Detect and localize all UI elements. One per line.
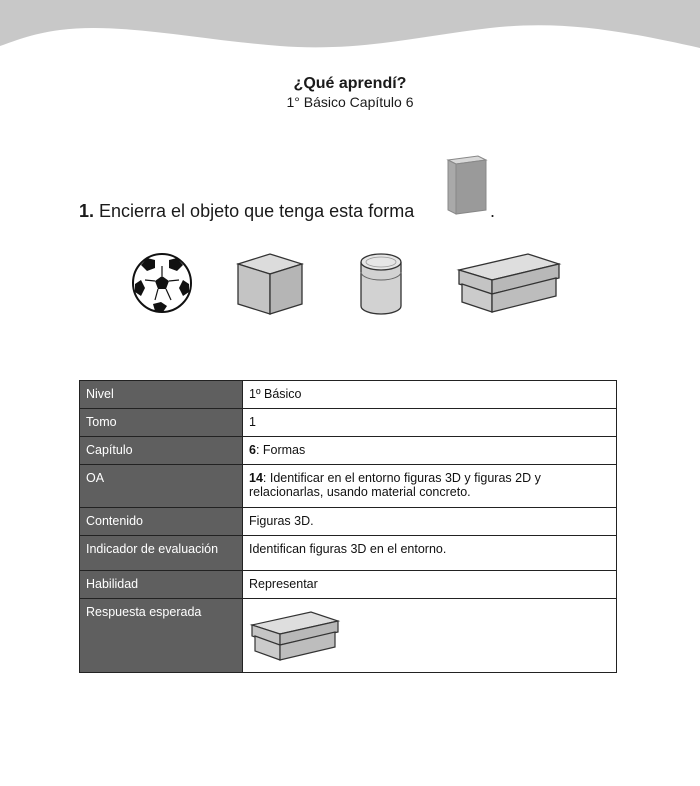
- page-header: [0, 74, 700, 111]
- table-row: [80, 571, 617, 599]
- row-value: Identifican figuras 3D en el entorno.: [243, 536, 617, 571]
- soccer-ball-icon[interactable]: [131, 250, 193, 314]
- table-row: [80, 409, 617, 437]
- row-label: Respuesta esperada: [80, 599, 243, 673]
- row-label: Indicador de evaluación: [80, 536, 243, 571]
- row-value: [243, 465, 617, 508]
- chapter-name: : Formas: [255, 443, 306, 457]
- box-icon: [249, 609, 341, 663]
- row-value: [243, 437, 617, 465]
- table-row: [80, 381, 617, 409]
- oa-number: 14: [249, 471, 263, 485]
- row-value: 1: [243, 409, 617, 437]
- row-value: Figuras 3D.: [243, 508, 617, 536]
- chapter-number: 6: [249, 443, 256, 457]
- question-1: [79, 199, 414, 223]
- row-label: Tomo: [80, 409, 243, 437]
- row-label: OA: [80, 465, 243, 508]
- question-number: 1.: [79, 201, 95, 221]
- question-text: Encierra el objeto que tenga esta forma: [99, 201, 415, 221]
- info-table: [79, 380, 617, 673]
- oa-text: : Identificar en el entorno figuras 3D y figuras 2D y relacionarlas, usando material concreto.: [249, 471, 541, 499]
- row-value: 1º Básico: [243, 381, 617, 409]
- row-value: Representar: [243, 571, 617, 599]
- cylinder-jar-icon[interactable]: [358, 250, 404, 316]
- page-subtitle: 1° Básico Capítulo 6: [286, 94, 414, 110]
- answer-options: [0, 250, 700, 320]
- row-label: Habilidad: [80, 571, 243, 599]
- header-wave-decoration: [0, 0, 700, 60]
- table-row: [80, 508, 617, 536]
- table-row: [80, 465, 617, 508]
- table-row: [80, 437, 617, 465]
- page-title: ¿Qué aprendí?: [293, 75, 407, 92]
- table-row: [80, 536, 617, 571]
- rectangular-prism-icon: [442, 152, 488, 218]
- question-period: .: [490, 201, 496, 221]
- cube-icon[interactable]: [236, 250, 304, 316]
- box-icon[interactable]: [456, 250, 562, 316]
- row-label: Contenido: [80, 508, 243, 536]
- row-value: [243, 599, 617, 673]
- row-label: Nivel: [80, 381, 243, 409]
- table-row: [80, 599, 617, 673]
- row-label: Capítulo: [80, 437, 243, 465]
